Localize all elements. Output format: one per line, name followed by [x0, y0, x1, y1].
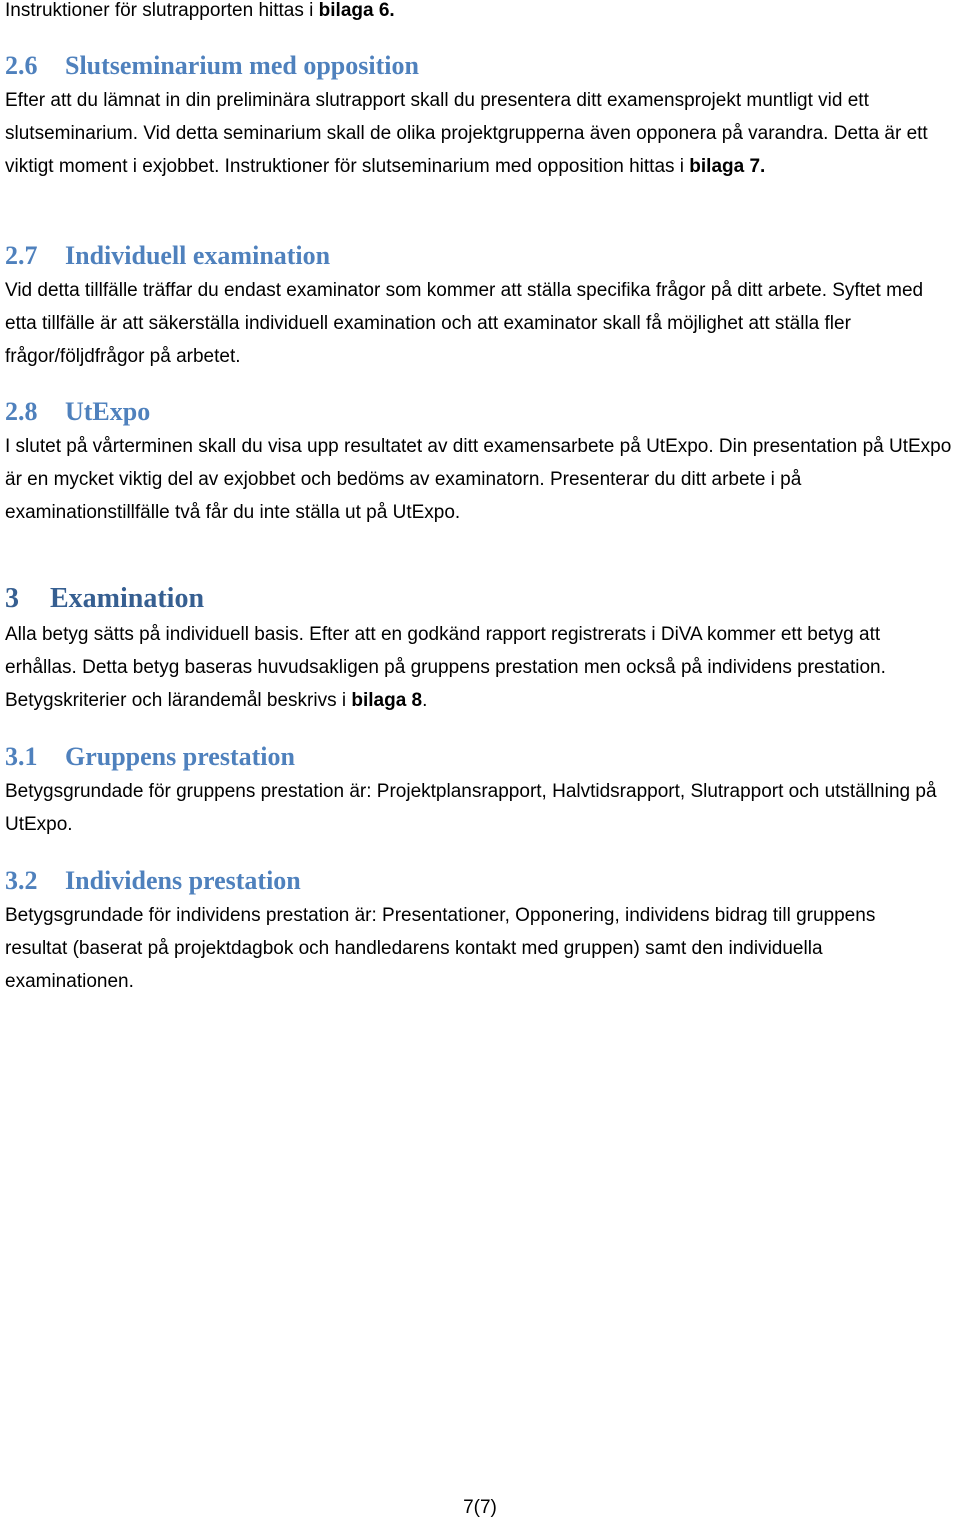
heading-2-6-title: Slutseminarium med opposition — [65, 51, 419, 80]
heading-3-2-title: Individens prestation — [65, 866, 301, 895]
heading-2-8 — [5, 395, 150, 429]
heading-3 — [5, 581, 204, 617]
heading-3-1-title: Gruppens prestation — [65, 742, 295, 771]
heading-2-7-number: 2.7 — [5, 241, 38, 270]
section-2-6-bilaga-ref: bilaga 7. — [689, 156, 766, 177]
heading-2-8-title: UtExpo — [65, 397, 151, 426]
intro-paragraph — [5, 0, 957, 27]
heading-2-6-number: 2.6 — [5, 51, 38, 80]
heading-2-8-number: 2.8 — [5, 397, 38, 426]
heading-2-7-title: Individuell examination — [65, 241, 331, 270]
section-3-2-paragraph — [5, 899, 925, 998]
heading-2-7 — [5, 239, 330, 273]
heading-2-6 — [5, 49, 419, 83]
section-2-8-paragraph — [5, 430, 960, 529]
section-3-2-text: Betygsgrundade för individens prestation är: Presentationer, Opponering, individens bidrag till gruppens resultat (baserat på projektdagbok och handledarens kontakt med gruppen) samt den individuella examinationen. — [5, 905, 876, 992]
section-3-bilaga-ref: bilaga 8 — [351, 690, 423, 711]
intro-text: Instruktioner för slutrapporten hittas i — [5, 0, 319, 21]
section-2-7-paragraph — [5, 274, 960, 373]
page-number: 7(7) — [463, 1497, 497, 1518]
section-2-8-text: I slutet på vårterminen skall du visa upp resultatet av ditt examensarbete på UtExpo. Din presentation på UtExpo är en mycket viktig del av exjobbet och bedöms av examinatorn. Presenterar du ditt arbete i på examinationstillfälle två får du inte ställa ut på UtExpo. — [5, 436, 952, 523]
section-2-7-text: Vid detta tillfälle träffar du endast examinator som kommer att ställa specifika frågor på ditt arbete. Syftet med etta tillfälle är att säkerställa individuell examination och att examinator skall få möjlighet att ställa fler frågor/följdfrågor på arbetet. — [5, 280, 924, 367]
intro-bilaga-ref: bilaga 6. — [318, 0, 395, 21]
heading-3-1-number: 3.1 — [5, 742, 38, 771]
section-3-1-text: Betygsgrundade för gruppens prestation är: Projektplansrapport, Halvtidsrapport, Slutrapport och utställning på UtExpo. — [5, 781, 937, 835]
heading-3-title: Examination — [50, 583, 205, 614]
heading-3-1 — [5, 740, 295, 774]
heading-3-2 — [5, 864, 301, 898]
heading-3-2-number: 3.2 — [5, 866, 38, 895]
heading-3-number: 3 — [5, 583, 19, 614]
section-2-6-paragraph — [5, 84, 950, 183]
section-3-paragraph — [5, 618, 915, 717]
section-2-6-text: Efter att du lämnat in din preliminära slutrapport skall du presentera ditt examensprojekt muntligt vid ett slutseminarium. Vid detta seminarium skall de olika projektgrupperna även opponera på varandra. Detta är ett viktigt moment i exjobbet. Instruktioner för slutseminarium med opposition hittas i — [5, 90, 928, 177]
section-3-text: Alla betyg sätts på individuell basis. Efter att en godkänd rapport registrerats i DiVA kommer ett betyg att erhållas. Detta betyg baseras huvudsakligen på gruppens prestation men också på individens prestation. Betygskriterier och lärandemål beskrivs i — [5, 624, 886, 711]
section-3-period: . — [422, 690, 428, 711]
section-3-1-paragraph — [5, 775, 945, 841]
